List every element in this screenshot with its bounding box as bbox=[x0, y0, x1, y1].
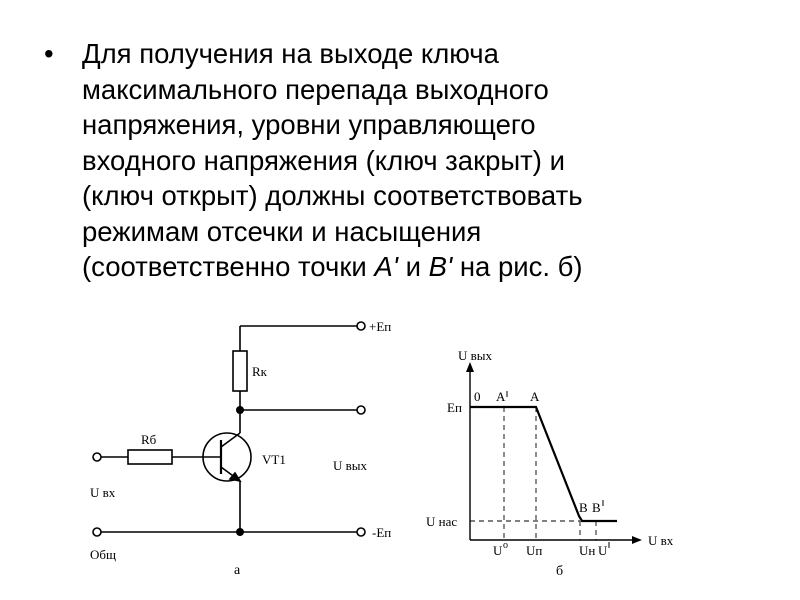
tick-u-sat: U нас bbox=[426, 514, 458, 529]
label-minus-supply: -Eп bbox=[372, 525, 392, 540]
line-7-post: на рис. б) bbox=[452, 251, 583, 282]
bullet-mark: • bbox=[44, 38, 54, 69]
label-rk: Rк bbox=[252, 364, 267, 379]
circuit-diagram bbox=[93, 322, 365, 536]
tick-u1: U bbox=[598, 543, 608, 558]
tick-u0-superscript: о bbox=[503, 540, 508, 551]
label-point-b: B bbox=[579, 500, 588, 515]
y-axis-arrow bbox=[466, 362, 474, 372]
terminal-input bbox=[93, 453, 101, 461]
label-rb: Rб bbox=[141, 432, 157, 447]
tick-un: Uн bbox=[579, 543, 596, 558]
terminal-minus-supply bbox=[357, 528, 365, 536]
graph-labels bbox=[426, 348, 674, 579]
tick-u0: U bbox=[493, 543, 503, 558]
slide-line-2: максимального перепада выходного bbox=[82, 73, 549, 105]
label-point-b-prime: B bbox=[592, 500, 601, 515]
slide-line-3: напряжения, уровни управляющего bbox=[82, 109, 536, 140]
terminal-plus-supply bbox=[357, 322, 365, 330]
guide-lines bbox=[470, 407, 596, 540]
point-b-prime-ref: B' bbox=[428, 251, 453, 282]
label-x-axis: U вх bbox=[648, 533, 674, 548]
caption-a: а bbox=[234, 563, 241, 578]
slide-line-4: входного напряжения (ключ закрыт) и bbox=[82, 144, 565, 176]
slide-line-1: Для получения на выходе ключа bbox=[82, 38, 499, 69]
label-input-voltage: U вх bbox=[90, 485, 116, 500]
point-a-prime-ref: A' bbox=[374, 251, 398, 282]
label-plus-supply: +Eп bbox=[369, 319, 392, 334]
resistor-rb bbox=[128, 450, 172, 464]
label-point-a: A bbox=[530, 389, 540, 404]
label-output-voltage: U вых bbox=[333, 458, 368, 473]
label-point-zero: 0 bbox=[474, 389, 481, 404]
transfer-graph bbox=[466, 362, 642, 544]
tick-ep: Eп bbox=[447, 400, 462, 415]
label-common: Общ bbox=[90, 547, 117, 562]
caption-b: б bbox=[556, 564, 564, 579]
terminal-common bbox=[93, 528, 101, 536]
label-point-a-prime: A bbox=[496, 389, 506, 404]
slide-line-5: (ключ открыт) должны соответствовать bbox=[82, 180, 583, 211]
terminal-output bbox=[357, 406, 365, 414]
resistor-rk bbox=[233, 351, 247, 391]
line-7-mid: и bbox=[397, 251, 429, 282]
node-common bbox=[237, 529, 243, 535]
label-vt1: VT1 bbox=[262, 452, 286, 467]
x-axis-arrow bbox=[632, 536, 642, 544]
slide-line-6: режимам отсечки и насыщения bbox=[82, 215, 482, 247]
label-y-axis: U вых bbox=[458, 348, 493, 363]
line-7-pre: (соответственно точки bbox=[82, 251, 375, 282]
tick-up: Uп bbox=[526, 543, 543, 558]
